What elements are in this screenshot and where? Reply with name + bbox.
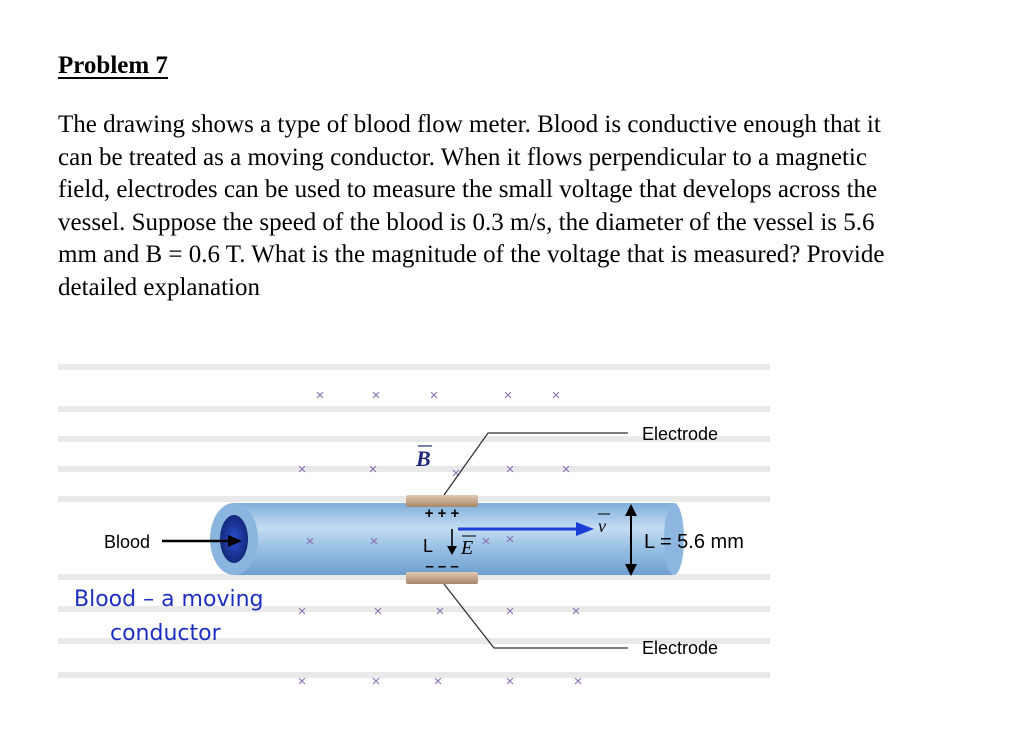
statement-line: The drawing shows a type of blood flow meter. Blood is conductive enough that it [58, 111, 881, 138]
field-x-mark: × [505, 673, 515, 690]
top-electrode-lead [444, 433, 628, 495]
annotation-line-2: conductor [110, 621, 221, 646]
annotation-line-1: Blood – a moving [74, 587, 264, 612]
field-x-mark: × [505, 531, 515, 548]
figure-svg [58, 356, 770, 691]
field-x-mark: × [435, 603, 445, 620]
field-x-mark: × [433, 673, 443, 690]
field-x-mark: × [573, 673, 583, 690]
field-x-mark: × [371, 673, 381, 690]
field-x-mark: × [373, 603, 383, 620]
field-x-mark: × [503, 387, 513, 404]
field-x-mark: × [368, 461, 378, 478]
statement-line: field, electrodes can be used to measure the small voltage that develops across the [58, 176, 878, 204]
field-x-mark: × [297, 461, 307, 478]
velocity-label: v [598, 516, 606, 536]
plus-charges: + + + [424, 505, 460, 522]
field-x-mark: × [561, 461, 571, 478]
problem-title: Problem 7 [58, 52, 168, 79]
field-x-mark: × [505, 603, 515, 620]
statement-line: mm and B = 0.6 T. What is the magnitude of the voltage that is measured? Provide [58, 241, 885, 269]
field-x-mark: × [481, 533, 491, 550]
field-x-mark: × [551, 387, 561, 404]
length-value-label: L = 5.6 mm [644, 531, 744, 553]
statement-line: detailed explanation [58, 273, 261, 301]
blood-flow-meter-figure [58, 356, 770, 691]
field-x-mark: × [297, 673, 307, 690]
field-x-mark: × [451, 465, 461, 482]
statement-line: vessel. Suppose the speed of the blood is 0.3 m/s, the diameter of the vessel is 5.6 [58, 208, 875, 236]
problem-statement [58, 109, 988, 305]
field-x-mark: × [297, 603, 307, 620]
field-x-mark: × [369, 533, 379, 550]
field-x-mark: × [305, 533, 315, 550]
electrode-top-label: Electrode [642, 424, 719, 444]
electrode-bottom-label: Electrode [642, 638, 719, 658]
statement-line: can be treated as a moving conductor. When it flows perpendicular to a magnetic [58, 143, 867, 171]
b-field-label: B [416, 446, 431, 471]
field-x-mark: × [429, 387, 439, 404]
field-x-mark: × [505, 461, 515, 478]
minus-charges: – – – [425, 558, 459, 575]
field-x-mark: × [571, 603, 581, 620]
e-field-label: E [461, 537, 474, 559]
field-x-mark: × [371, 387, 381, 404]
field-x-mark: × [315, 387, 325, 404]
length-symbol: L [423, 536, 434, 556]
blood-label: Blood [104, 532, 151, 552]
